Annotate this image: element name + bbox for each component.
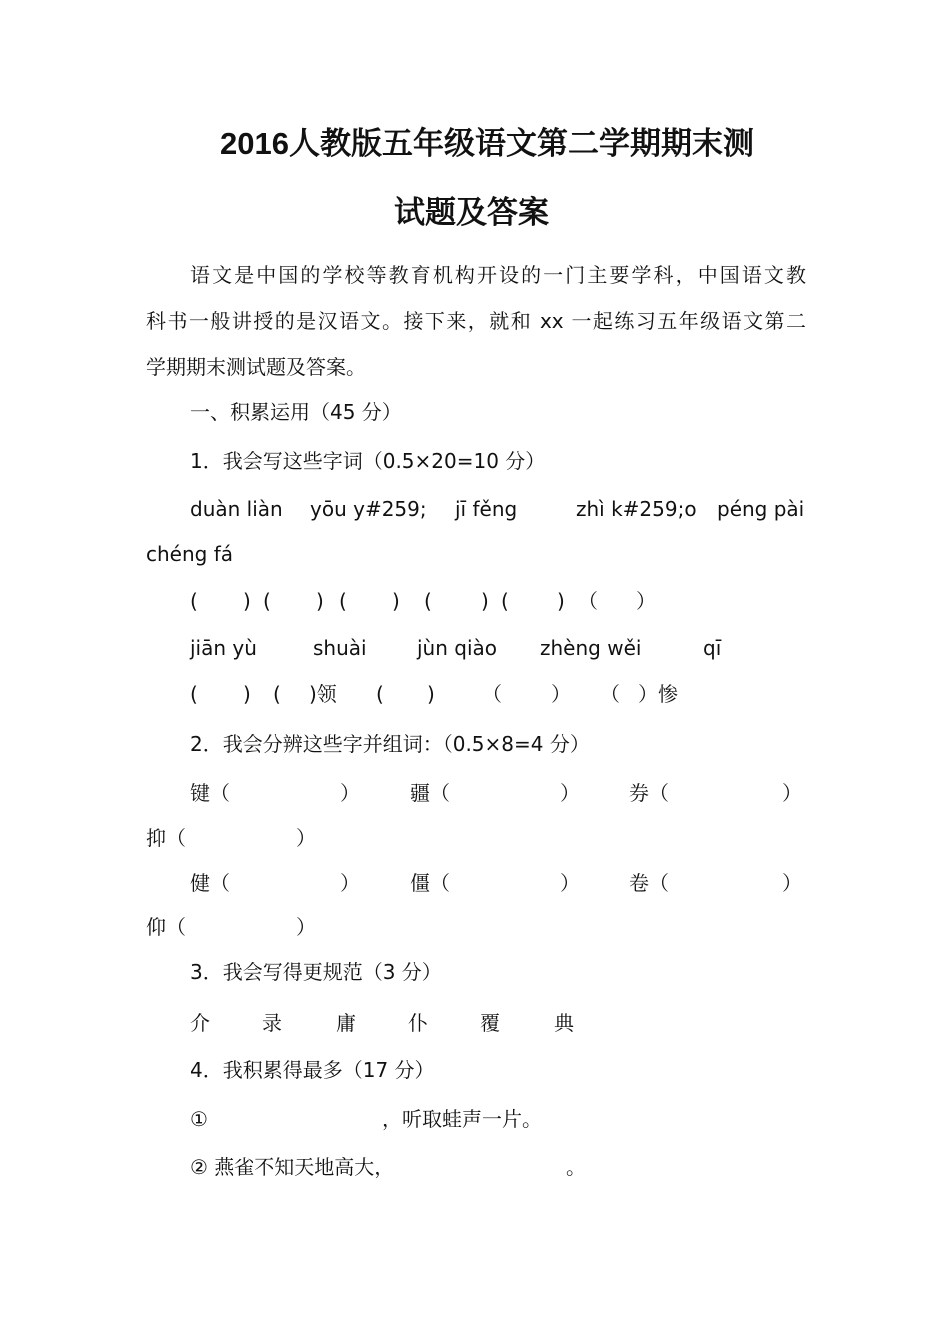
char-jiang2-open: 僵（ bbox=[410, 871, 450, 895]
pinyin-zhikao: zhì k#259;o bbox=[576, 497, 697, 521]
practice-char-5: 覆 bbox=[480, 1011, 500, 1035]
item-2-text: ② 燕雀不知天地高大， bbox=[190, 1155, 395, 1179]
blank2-open-1: ( bbox=[190, 682, 198, 706]
char-juan-open: 卷（ bbox=[629, 871, 669, 895]
blank-close-5: ) bbox=[557, 589, 565, 613]
pinyin-youya: yōu y#259; bbox=[310, 497, 427, 521]
pinyin-duanlian: duàn liàn bbox=[190, 497, 283, 521]
pinyin-pengpai: péng pài bbox=[717, 497, 805, 521]
pinyin-junqiao: jùn qiào bbox=[417, 636, 498, 660]
blank-open-6: （ bbox=[578, 589, 598, 613]
char-quan-open: 券（ bbox=[629, 781, 669, 805]
blank2-close-4: ） bbox=[551, 682, 571, 706]
pinyin-shuai: shuài bbox=[313, 636, 367, 660]
pinyin-chengfa: chéng fá bbox=[146, 542, 234, 566]
char-jian2-open: 健（ bbox=[190, 871, 230, 895]
section-heading: 一、积累运用（45 分） bbox=[190, 400, 402, 424]
question-4-label: 4．我积累得最多（17 分） bbox=[190, 1058, 435, 1082]
practice-char-1: 介 bbox=[190, 1011, 210, 1035]
question-1-label: 1．我会写这些字词（0.5×20=10 分） bbox=[190, 449, 546, 473]
intro-line-3: 学期期末测试题及答案。 bbox=[146, 355, 366, 379]
item-2-end: 。 bbox=[566, 1155, 586, 1179]
blank2-close-1: ) bbox=[243, 682, 251, 706]
char-jian2-close: ） bbox=[340, 871, 360, 895]
item-1-number: ① bbox=[190, 1107, 208, 1131]
blank2-open-2: ( bbox=[273, 682, 281, 706]
blank2-open-3: ( bbox=[376, 682, 384, 706]
char-jiang-open: 疆（ bbox=[410, 781, 450, 805]
char-yang-close: ） bbox=[296, 915, 316, 939]
char-juan-close: ） bbox=[782, 871, 802, 895]
blank2-close-2: )领 bbox=[309, 682, 337, 706]
document-title-line1: 2016人教版五年级语文第二学期期末测 bbox=[220, 126, 754, 161]
pinyin-zhengwei: zhèng wěi bbox=[540, 636, 642, 660]
char-yi-open: 抑（ bbox=[146, 826, 186, 850]
blank-close-2: ) bbox=[316, 589, 324, 613]
blank2-open-4: （ bbox=[482, 682, 502, 706]
blank-open-4: ( bbox=[424, 589, 432, 613]
pinyin-jifeng: jī fěng bbox=[455, 497, 518, 521]
pinyin-jianyu: jiān yù bbox=[190, 636, 257, 660]
intro-line-1: 语文是中国的学校等教育机构开设的一门主要学科，中国语文教 bbox=[190, 263, 806, 287]
blank-close-1: ) bbox=[243, 589, 251, 613]
char-yang-open: 仰（ bbox=[146, 915, 186, 939]
blank-open-5: ( bbox=[501, 589, 509, 613]
char-jian-open: 键（ bbox=[190, 781, 230, 805]
practice-char-6: 典 bbox=[554, 1011, 574, 1035]
practice-char-2: 录 bbox=[262, 1011, 282, 1035]
char-jian-close: ） bbox=[340, 781, 360, 805]
char-jiang-close: ） bbox=[560, 781, 580, 805]
blank-close-3: ) bbox=[392, 589, 400, 613]
document-title-line2: 试题及答案 bbox=[394, 195, 549, 230]
blank-open-3: ( bbox=[339, 589, 347, 613]
intro-line-2: 科书一般讲授的是汉语文。接下来，就和 xx 一起练习五年级语文第二 bbox=[146, 309, 806, 333]
blank2-open-5: （ bbox=[600, 682, 620, 706]
blank2-close-3: ) bbox=[427, 682, 435, 706]
practice-char-4: 仆 bbox=[408, 1011, 428, 1035]
question-2-label: 2．我会分辨这些字并组词：（0.5×8=4 分） bbox=[190, 732, 590, 756]
blank-open-2: ( bbox=[263, 589, 271, 613]
practice-char-3: 庸 bbox=[336, 1011, 356, 1035]
blank2-close-5: ）惨 bbox=[638, 682, 678, 706]
blank-close-4: ) bbox=[481, 589, 489, 613]
char-yi-close: ） bbox=[296, 826, 316, 850]
char-jiang2-close: ） bbox=[560, 871, 580, 895]
blank-open-1: ( bbox=[190, 589, 198, 613]
question-3-label: 3．我会写得更规范（3 分） bbox=[190, 960, 442, 984]
blank-close-6: ） bbox=[636, 589, 656, 613]
pinyin-qi: qī bbox=[703, 636, 722, 660]
char-quan-close: ） bbox=[782, 781, 802, 805]
item-1-text: ，听取蛙声一片。 bbox=[382, 1107, 542, 1131]
